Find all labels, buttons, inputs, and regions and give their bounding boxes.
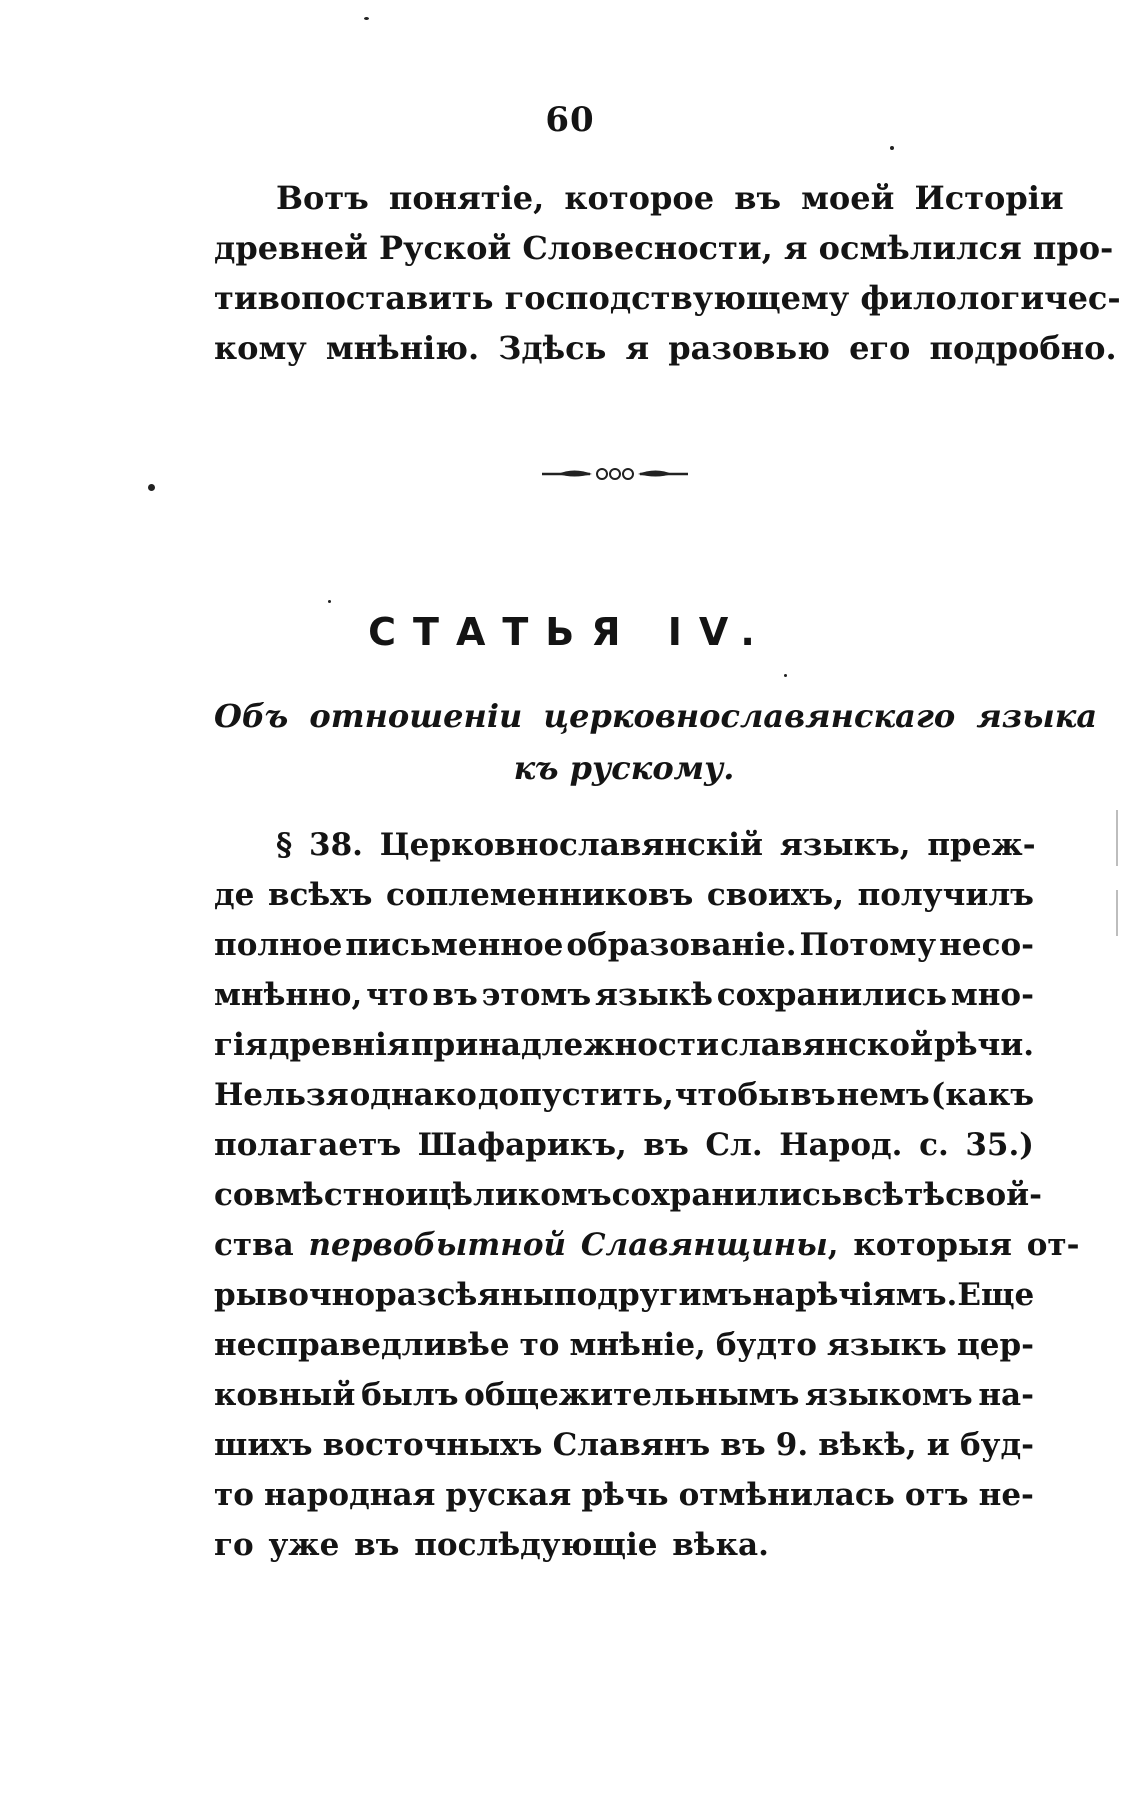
page-number: 60 [545, 100, 595, 140]
word: несправедливѣе [214, 1327, 510, 1363]
word: мнѣнно, [214, 977, 363, 1013]
italic-line-pre: ства [214, 1227, 294, 1263]
paragraph-line-italic [214, 1227, 1080, 1263]
word: Потому [799, 927, 937, 963]
word: полагаетъ [214, 1127, 402, 1163]
word: получилъ [857, 877, 1034, 913]
word: вѣкѣ, [818, 1427, 917, 1463]
word: и [926, 1427, 950, 1463]
word: что [366, 977, 429, 1013]
word: цер- [956, 1327, 1034, 1363]
paragraph-line [214, 1277, 1035, 1313]
word: Славянъ [552, 1427, 711, 1463]
word: свой- [945, 1177, 1043, 1213]
word: нарѣчіямъ. [752, 1277, 958, 1313]
word: былъ [361, 1377, 459, 1413]
word: всѣ [841, 1177, 905, 1213]
word: де [214, 877, 255, 913]
word: рѣчи. [934, 1027, 1034, 1063]
paragraph-line [214, 1477, 1034, 1513]
word: шихъ [214, 1427, 313, 1463]
word: отъ [904, 1477, 969, 1513]
word: славянской [720, 1027, 933, 1063]
scan-speck [364, 17, 369, 20]
word: (какъ [930, 1077, 1034, 1113]
paragraph-first-line: § 38. Церковнославянскій языкъ, преж- [276, 827, 1036, 863]
word: 9. [775, 1427, 809, 1463]
word: своихъ, [706, 877, 844, 913]
word: восточныхъ [322, 1427, 543, 1463]
word: языкѣ [594, 977, 713, 1013]
word: языкомъ [805, 1377, 973, 1413]
word: образованіе. [566, 927, 797, 963]
word: другимъ [597, 1277, 753, 1313]
word: руская [445, 1477, 572, 1513]
subheading-line-2: къ рускому. [513, 749, 735, 787]
word: Нельзя [214, 1077, 349, 1113]
word: въ [643, 1127, 689, 1163]
word: всѣхъ [267, 877, 373, 913]
paragraph-line [214, 1077, 1034, 1113]
word: рывочно [214, 1277, 376, 1313]
word: Сл. [705, 1127, 763, 1163]
paragraph-line [214, 927, 1034, 963]
word: въ [720, 1427, 766, 1463]
paragraph-line [214, 1427, 1034, 1463]
word: несо- [939, 927, 1034, 963]
word: этомъ [481, 977, 592, 1013]
paragraph-line [214, 1027, 1034, 1063]
scan-speck [784, 674, 787, 677]
word: тѣ [904, 1177, 946, 1213]
word: въ [790, 1077, 836, 1113]
word: с. [919, 1127, 949, 1163]
word: принадлежности [410, 1027, 719, 1063]
word: общежительнымъ [464, 1377, 800, 1413]
word: не- [978, 1477, 1034, 1513]
word: древнія [268, 1027, 410, 1063]
paragraph-line [214, 977, 1034, 1013]
word: 35.) [965, 1127, 1034, 1163]
paragraph-line [214, 1327, 1034, 1363]
word: сохранились [611, 1177, 842, 1213]
paragraph-line [214, 1177, 1043, 1213]
paragraph-last-line: го уже въ послѣдующіе вѣка. [214, 1527, 769, 1563]
subheading-line-1: Объ отношеніи церковнославянскаго языка [214, 697, 1098, 735]
intro-line-3: тивопоставить господствующему филологичес- [214, 279, 1121, 317]
intro-line-2: древней Руской Словесности, я осмѣлился про- [214, 229, 1114, 267]
word: буд- [959, 1427, 1034, 1463]
word: разсѣяны [375, 1277, 554, 1313]
word: то [519, 1327, 560, 1363]
word: письменное [345, 927, 564, 963]
word: по [553, 1277, 598, 1313]
word: Еще [957, 1277, 1035, 1313]
word: будто [715, 1327, 817, 1363]
scan-speck [328, 600, 331, 603]
word: въ [432, 977, 478, 1013]
word: гія [214, 1027, 268, 1063]
word: Шафарикъ, [417, 1127, 627, 1163]
scan-speck [890, 146, 894, 150]
word: сохранились [716, 977, 947, 1013]
word: чтобы [674, 1077, 790, 1113]
word: мнѣніе, [569, 1327, 706, 1363]
word: Народ. [779, 1127, 903, 1163]
word: цѣликомъ [428, 1177, 612, 1213]
intro-line-4: кому мнѣнію. Здѣсь я разовью его подробно. [214, 329, 1117, 367]
word: немъ [836, 1077, 930, 1113]
article-heading: СТАТЬЯ IV. [368, 610, 772, 654]
word: на- [978, 1377, 1034, 1413]
paragraph-line [214, 1127, 1034, 1163]
scan-bar [1116, 810, 1118, 866]
word: и [405, 1177, 429, 1213]
word: соплеменниковъ [386, 877, 694, 913]
word: отмѣнилась [678, 1477, 895, 1513]
paragraph-line [214, 1377, 1034, 1413]
intro-line-1: Вотъ понятіе, которое въ моей Исторіи [276, 179, 1064, 217]
word: допустить, [477, 1077, 674, 1113]
word: народная [263, 1477, 436, 1513]
word: полное [214, 927, 343, 963]
italic-line-post: , которыя от- [827, 1227, 1080, 1263]
scan-bar [1116, 890, 1118, 936]
word: рѣчь [581, 1477, 669, 1513]
ornament-divider [540, 462, 690, 486]
scan-speck [148, 484, 155, 491]
word: языкъ [826, 1327, 947, 1363]
word: то [214, 1477, 254, 1513]
word: ковный [214, 1377, 356, 1413]
word: совмѣстно [214, 1177, 406, 1213]
word: однако [349, 1077, 477, 1113]
paragraph-line [214, 877, 1034, 913]
italic-phrase: первобытной Славянщины [308, 1227, 828, 1263]
word: мно- [950, 977, 1034, 1013]
